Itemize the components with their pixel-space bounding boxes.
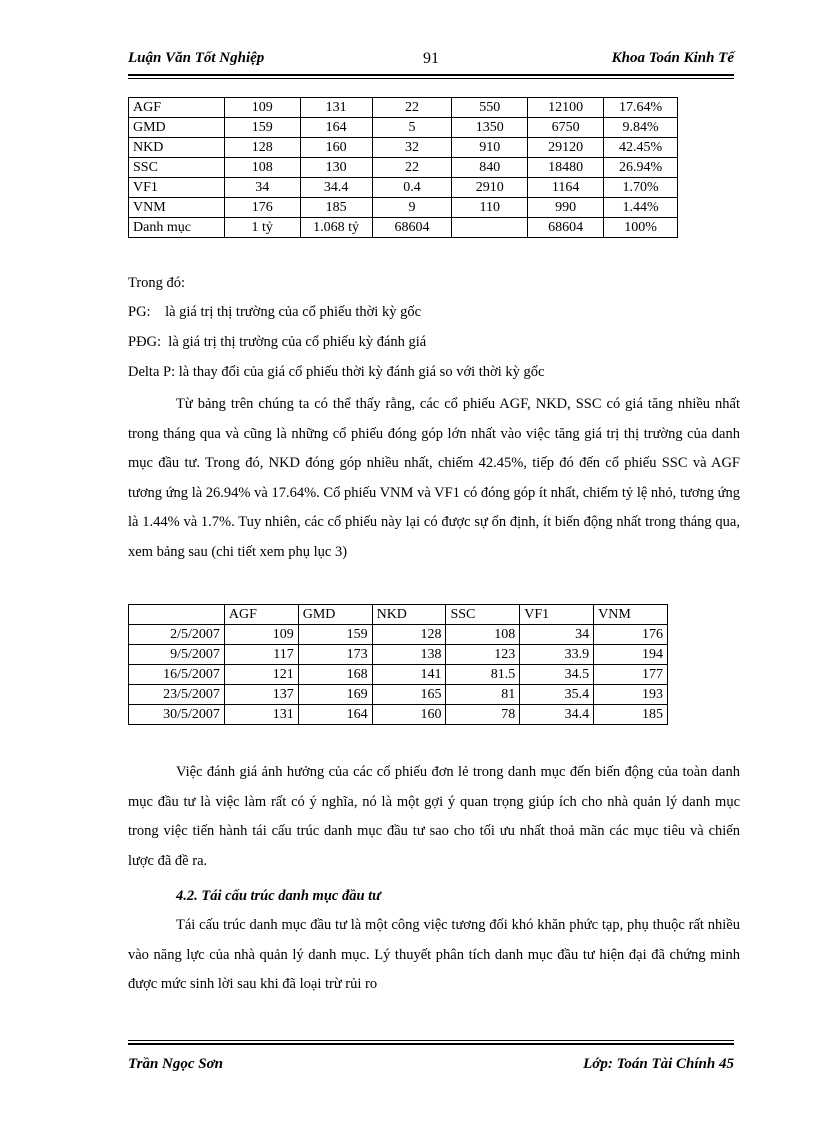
- table-row: [129, 178, 678, 198]
- table-cell: 100%: [604, 218, 678, 238]
- note-pdg: PĐG: là giá trị thị trường của cổ phiếu kỳ đánh giá: [128, 334, 427, 350]
- price-cell: 35.4: [520, 685, 594, 705]
- date-cell: 16/5/2007: [129, 665, 225, 685]
- table-cell: 18480: [528, 158, 604, 178]
- price-cell: 141: [372, 665, 446, 685]
- table-cell: 159: [224, 118, 300, 138]
- price-cell: 117: [224, 645, 298, 665]
- section-title: 4.2. Tái cấu trúc danh mục đầu tư: [176, 888, 381, 904]
- price-cell: 159: [298, 625, 372, 645]
- price-cell: 165: [372, 685, 446, 705]
- table-row: [129, 98, 678, 118]
- price-cell: 34: [520, 625, 594, 645]
- table-cell: 9: [372, 198, 452, 218]
- table-cell: 1 tỷ: [224, 218, 300, 238]
- price-cell: 81.5: [446, 665, 520, 685]
- price-cell: 78: [446, 705, 520, 725]
- notes-intro: Trong đó:: [128, 275, 186, 291]
- table-cell: 109: [224, 98, 300, 118]
- header-faculty: Khoa Toán Kinh Tế: [611, 50, 734, 66]
- table-row: [129, 645, 668, 665]
- table-cell: AGF: [129, 98, 225, 118]
- price-cell: 131: [224, 705, 298, 725]
- date-cell: 2/5/2007: [129, 625, 225, 645]
- table-cell: VNM: [129, 198, 225, 218]
- table-row: [129, 685, 668, 705]
- table-cell: 6750: [528, 118, 604, 138]
- column-header: VF1: [520, 605, 594, 625]
- table-cell: 1.70%: [604, 178, 678, 198]
- table-cell: 108: [224, 158, 300, 178]
- table-cell: 0.4: [372, 178, 452, 198]
- table-cell: 22: [372, 98, 452, 118]
- header-thesis-title: Luận Văn Tốt Nghiệp: [128, 50, 265, 66]
- price-cell: 169: [298, 685, 372, 705]
- table-cell: 176: [224, 198, 300, 218]
- table-row: [129, 705, 668, 725]
- column-header: SSC: [446, 605, 520, 625]
- table-cell: 110: [452, 198, 528, 218]
- table-cell: SSC: [129, 158, 225, 178]
- column-header: AGF: [224, 605, 298, 625]
- table-row: [129, 158, 678, 178]
- footer-author: Trần Ngọc Sơn: [128, 1056, 224, 1072]
- price-cell: 123: [446, 645, 520, 665]
- table-cell: 34: [224, 178, 300, 198]
- header-rule: [128, 74, 734, 76]
- table-header-row: [129, 605, 668, 625]
- page-footer: [128, 1056, 734, 1080]
- table-cell: 128: [224, 138, 300, 158]
- price-cell: 160: [372, 705, 446, 725]
- price-cell: 34.4: [520, 705, 594, 725]
- table-cell: [452, 218, 528, 238]
- price-cell: 176: [594, 625, 668, 645]
- table-row: [129, 118, 678, 138]
- note-pg: PG: là giá trị thị trường của cổ phiếu thời kỳ gốc: [128, 304, 422, 320]
- table-cell: 1350: [452, 118, 528, 138]
- footer-class: Lớp: Toán Tài Chính 45: [583, 1056, 734, 1072]
- column-header: GMD: [298, 605, 372, 625]
- table-cell: 68604: [528, 218, 604, 238]
- table-cell: 17.64%: [604, 98, 678, 118]
- column-header: NKD: [372, 605, 446, 625]
- table-cell: 164: [300, 118, 372, 138]
- table-cell: 185: [300, 198, 372, 218]
- table-cell: 9.84%: [604, 118, 678, 138]
- table-cell: 131: [300, 98, 372, 118]
- table-row: [129, 138, 678, 158]
- table-cell: 5: [372, 118, 452, 138]
- table-cell: 42.45%: [604, 138, 678, 158]
- table-cell: 160: [300, 138, 372, 158]
- price-cell: 33.9: [520, 645, 594, 665]
- price-cell: 34.5: [520, 665, 594, 685]
- price-cell: 168: [298, 665, 372, 685]
- date-cell: 9/5/2007: [129, 645, 225, 665]
- footer-rule-thin: [128, 1040, 734, 1041]
- table-cell: GMD: [129, 118, 225, 138]
- column-header: VNM: [594, 605, 668, 625]
- price-cell: 137: [224, 685, 298, 705]
- contribution-table: [128, 97, 678, 238]
- footer-rule: [128, 1043, 734, 1045]
- price-cell: 185: [594, 705, 668, 725]
- table-cell: 2910: [452, 178, 528, 198]
- table-cell: 12100: [528, 98, 604, 118]
- price-cell: 108: [446, 625, 520, 645]
- table-cell: 29120: [528, 138, 604, 158]
- table-cell: 1164: [528, 178, 604, 198]
- table-cell: NKD: [129, 138, 225, 158]
- table-cell: 130: [300, 158, 372, 178]
- date-cell: 30/5/2007: [129, 705, 225, 725]
- table-cell: 550: [452, 98, 528, 118]
- column-header: [129, 605, 225, 625]
- price-cell: 138: [372, 645, 446, 665]
- table-cell: 68604: [372, 218, 452, 238]
- table-cell: 1.44%: [604, 198, 678, 218]
- table-cell: 32: [372, 138, 452, 158]
- paragraph-analysis: Từ bảng trên chúng ta có thể thấy rằng, các cổ phiếu AGF, NKD, SSC có giá tăng nhiều nhất trong tháng qua và cũng là những cổ phiếu đóng góp lớn nhất vào việc tăng giá trị thị trường của danh mục đầu tư. Trong đó, NKD đóng góp nhiều nhất, chiếm 42.45%, tiếp đó đến cổ phiếu SSC và AGF tương ứng là 26.94% và 17.64%. Cổ phiếu VNM và VF1 có đóng góp ít nhất, chiếm tỷ lệ nhỏ, tương ứng là 1.44% và 1.7%. Tuy nhiên, các cổ phiếu này lại có được sự ổn định, ít biến động nhất trong tháng qua, xem bảng sau (chi tiết xem phụ lục 3): [128, 396, 740, 560]
- table-cell: 26.94%: [604, 158, 678, 178]
- paragraph-restructuring: Tái cấu trúc danh mục đầu tư là một công việc tương đối khó khăn phức tạp, phụ thuộc rất nhiều vào năng lực của nhà quản lý danh mục. Lý thuyết phân tích danh mục đầu tư hiện đại đã chứng minh được mức sinh lời sau khi đã loại trừ rủi ro: [128, 917, 740, 992]
- table-cell: 990: [528, 198, 604, 218]
- table-cell: Danh mục: [129, 218, 225, 238]
- table-cell: 34.4: [300, 178, 372, 198]
- table-row: [129, 625, 668, 645]
- price-cell: 121: [224, 665, 298, 685]
- table-cell: 22: [372, 158, 452, 178]
- table-cell: VF1: [129, 178, 225, 198]
- table-row: [129, 198, 678, 218]
- price-cell: 81: [446, 685, 520, 705]
- table-row: [129, 218, 678, 238]
- price-cell: 194: [594, 645, 668, 665]
- header-rule-thin: [128, 78, 734, 79]
- price-cell: 128: [372, 625, 446, 645]
- price-cell: 177: [594, 665, 668, 685]
- note-delta: Delta P: là thay đổi của giá cổ phiếu thời kỳ đánh giá so với thời kỳ gốc: [128, 364, 545, 380]
- date-cell: 23/5/2007: [129, 685, 225, 705]
- price-cell: 173: [298, 645, 372, 665]
- paragraph-evaluation: Việc đánh giá ảnh hưởng của các cổ phiếu đơn lẻ trong danh mục đến biến động của toàn danh mục đầu tư là việc làm rất có ý nghĩa, nó là một gợi ý quan trọng giúp ích cho nhà quản lý danh mục trong việc tiến hành tái cấu trúc danh mục đầu tư sao cho tối ưu nhất thoả mãn các mục tiêu và chiến lược đã đề ra.: [128, 764, 740, 869]
- price-cell: 193: [594, 685, 668, 705]
- table-cell: 1.068 tỷ: [300, 218, 372, 238]
- price-cell: 164: [298, 705, 372, 725]
- table-cell: 910: [452, 138, 528, 158]
- table-cell: 840: [452, 158, 528, 178]
- table-row: [129, 665, 668, 685]
- price-cell: 109: [224, 625, 298, 645]
- price-history-table: [128, 604, 668, 725]
- page-header: [128, 48, 734, 76]
- page-number: 91: [423, 50, 439, 67]
